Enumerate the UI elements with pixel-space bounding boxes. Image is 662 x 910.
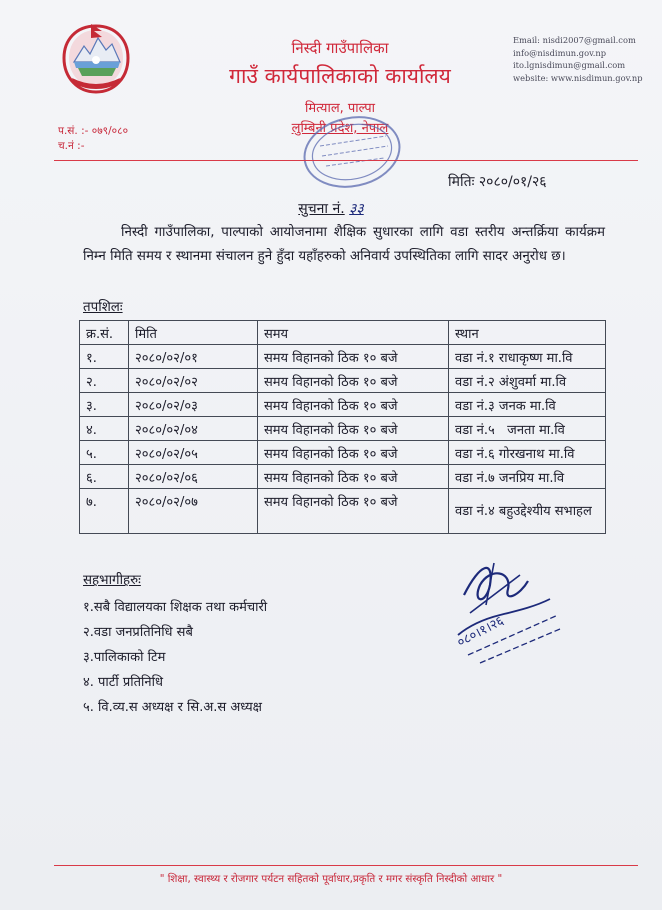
dispatch-number: च.नं :- (58, 140, 85, 152)
row-venue: वडा नं.७ जनप्रिय मा.वि (449, 465, 606, 489)
table-row (80, 417, 606, 441)
table-row (80, 441, 606, 465)
row-serial: १. (80, 345, 129, 369)
table-row (80, 345, 606, 369)
letter-date: मितिः २०८०/०१/२६ (448, 174, 547, 190)
row-venue: वडा नं.४ बहुउद्देश्यीय सभाहल (449, 489, 606, 534)
details-label: तपशिलः (83, 300, 123, 315)
list-item: ३.पालिकाको टिम (83, 650, 166, 665)
table-row (80, 489, 606, 534)
row-venue: वडा नं.१ राधाकृष्ण मा.वि (449, 345, 606, 369)
notice-number (0, 199, 662, 218)
email-ito: ito.lgnisdimun@gmail.com (513, 60, 626, 70)
email-info: info@nisdimun.gov.np (513, 47, 607, 58)
participants-list (83, 595, 267, 720)
website: website: www.nisdimun.gov.np (513, 72, 643, 83)
office-address: मित्याल, पाल्पा (305, 101, 375, 116)
email-primary: Email: nisdi2007@gmail.com (513, 35, 636, 45)
table-row (80, 465, 606, 489)
notice-number-value: ३३ (349, 201, 364, 217)
row-date: २०८०/०२/०१ (129, 345, 258, 369)
row-serial: ७. (80, 489, 129, 534)
column-header-serial: क्र.सं. (80, 321, 129, 345)
column-header-time: समय (258, 321, 449, 345)
row-time: समय विहानको ठिक १० बजे (258, 393, 449, 417)
svg-text:०८०।१।२६: ०८०।१।२६ (454, 613, 507, 651)
footer-divider (54, 865, 638, 866)
footer-slogan: " शिक्षा, स्वास्थ्य र रोजगार पर्यटन सहितको पूर्वाधार,प्रकृति र मगर संस्कृति निस्दीको आधार " (159, 873, 503, 885)
list-item: २.वडा जनप्रतिनिधि सबै (83, 625, 193, 640)
row-date: २०८०/०२/०६ (129, 465, 258, 489)
table-row (80, 369, 606, 393)
header-divider (54, 160, 638, 161)
table-row (80, 393, 606, 417)
list-item: १.सबै विद्यालयका शिक्षक तथा कर्मचारी (83, 600, 268, 615)
list-item: ५. वि.व्य.स अध्यक्ष र सि.अ.स अध्यक्ष (83, 700, 263, 715)
row-serial: ६. (80, 465, 129, 489)
row-date: २०८०/०२/०२ (129, 369, 258, 393)
office-title: गाउँ कार्यपालिकाको कार्यालय (229, 64, 451, 88)
row-time: समय विहानको ठिक १० बजे (258, 369, 449, 393)
office-seal-stamp-icon (300, 112, 405, 192)
row-venue: वडा नं.२ अंशुवर्मा मा.वि (449, 369, 606, 393)
row-venue: वडा नं.३ जनक मा.वि (449, 393, 606, 417)
row-date: २०८०/०२/०७ (129, 489, 258, 534)
row-time: समय विहानको ठिक १० बजे (258, 465, 449, 489)
row-serial: ५. (80, 441, 129, 465)
row-date: २०८०/०२/०४ (129, 417, 258, 441)
table-header-row (80, 321, 606, 345)
list-item: ४. पार्टी प्रतिनिधि (83, 675, 163, 690)
notice-label: सुचना नं. (298, 201, 345, 217)
row-time: समय विहानको ठिक १० बजे (258, 345, 449, 369)
notice-body: निस्दी गाउँपालिका, पाल्पाको आयोजनामा शैक्षिक सुधारका लागि वडा स्तरीय अन्तर्क्रिया कार्यक्रम निम्न मिति समय र स्थानमा संचालन हुने हुँदा यहाँहरुको अनिवार्य उपस्थितिका लागि सादर अनुरोध छ। (83, 225, 605, 264)
row-date: २०८०/०२/०५ (129, 441, 258, 465)
row-serial: ४. (80, 417, 129, 441)
signature-icon (450, 555, 570, 673)
row-venue: वडा नं.५ जनता मा.वि (449, 417, 606, 441)
schedule-table (79, 320, 606, 534)
participants-label: सहभागीहरुः (83, 573, 141, 588)
contact-block (513, 34, 643, 84)
row-serial: ३. (80, 393, 129, 417)
municipality-name: निस्दी गाउँपालिका (291, 39, 389, 57)
column-header-date: मिति (129, 321, 258, 345)
nepal-emblem-icon (60, 20, 132, 96)
row-venue: वडा नं.६ गोरखनाथ मा.वि (449, 441, 606, 465)
letter-reference-number: प.सं. :- ०७९/०८० (58, 125, 129, 137)
row-date: २०८०/०२/०३ (129, 393, 258, 417)
row-time: समय विहानको ठिक १० बजे (258, 417, 449, 441)
row-time: समय विहानको ठिक १० बजे (258, 441, 449, 465)
province-name: लुम्बिनी प्रदेश, नेपाल (291, 121, 389, 136)
row-time: समय विहानको ठिक १० बजे (258, 489, 449, 534)
column-header-venue: स्थान (449, 321, 606, 345)
row-serial: २. (80, 369, 129, 393)
